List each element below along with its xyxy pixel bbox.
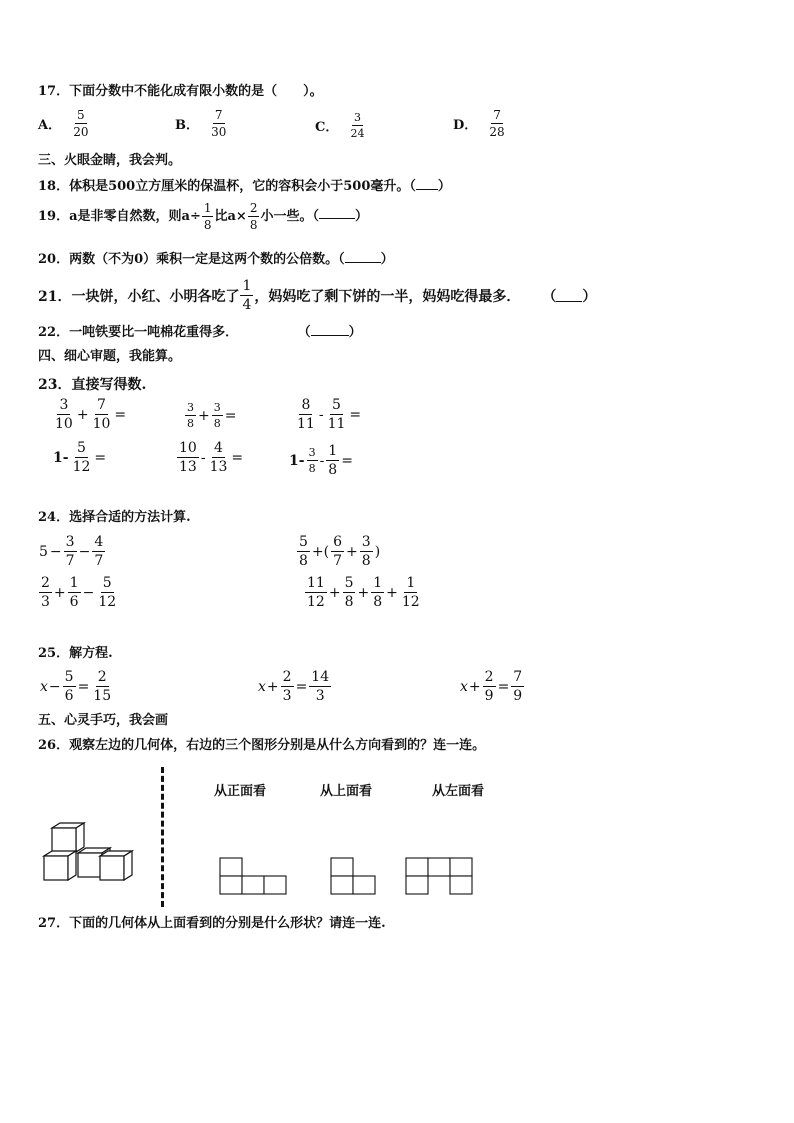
- q24-expr-3: $\frac{2}{3}$ + $\frac{1}{6}$ − $\frac{5}{12}$: [41, 575, 117, 610]
- option-label: C．: [315, 120, 339, 135]
- q23-expr-3: $\frac{8}{11}$ - $\frac{5}{11}$ =: [297, 397, 362, 432]
- q24-expr-4: $\frac{11}{12}$ + $\frac{5}{8}$ + $\frac{1}{8}$ + $\frac{1}{12}$: [307, 575, 420, 610]
- q20-text: 20．两数（不为0）乘积一定是这两个数的公倍数。（ ）: [38, 252, 394, 267]
- answer-blank[interactable]: [311, 323, 349, 336]
- view-label-top: 从上面看: [320, 784, 373, 799]
- section-5-heading: 五、心灵手巧，我会画: [38, 713, 169, 728]
- q17-option-c: C． $\frac{3}{24}$: [315, 111, 365, 140]
- answer-blank[interactable]: [416, 177, 438, 190]
- q26-text: 26．观察左边的几何体，右边的三个图形分别是从什么方向看到的？连一连。: [38, 738, 486, 753]
- section-4-heading: 四、细心审题，我能算。: [38, 349, 182, 364]
- q17-option-a: A． $\frac{5}{20}$: [38, 108, 89, 139]
- q22-text: 22．一吨铁要比一吨棉花重得多． （ ）: [38, 325, 362, 340]
- q23-expr-5: $\frac{10}{13}$ - $\frac{4}{13}$ =: [179, 440, 244, 475]
- q23-expr-1: $\frac{3}{10}$ + $\frac{7}{10}$ =: [55, 397, 127, 432]
- q23-expr-2: $\frac{3}{8}$ + $\frac{3}{8}$ =: [187, 401, 237, 430]
- q17-stem: 17．下面分数中不能化成有限小数的是（ ）。: [38, 84, 323, 99]
- q23-expr-6: 1- $\frac{3}{8}$ - $\frac{1}{8}$ =: [289, 443, 353, 478]
- q25-equation-3: x + $\frac{2}{9}$ = $\frac{7}{9}$: [460, 669, 523, 704]
- cube-solid-figure: [42, 822, 142, 882]
- view-label-left: 从左面看: [432, 784, 485, 799]
- q17-option-b: B． $\frac{7}{30}$: [175, 108, 227, 139]
- q24-expr-2: $\frac{5}{8}$ +( $\frac{6}{7}$ + $\frac{3}{8}$ ): [299, 534, 381, 569]
- view-grid-top: [330, 857, 378, 897]
- option-label: B．: [175, 118, 199, 133]
- q27-text: 27．下面的几何体从上面看到的分别是什么形状？请连一连.: [38, 916, 386, 931]
- view-grid-left: [405, 857, 475, 897]
- q24-title: 24．选择合适的方法计算.: [38, 510, 191, 525]
- q24-expr-1: 5 − $\frac{3}{7}$ − $\frac{4}{7}$: [39, 534, 104, 569]
- q23-title: 23．直接写得数.: [38, 377, 147, 393]
- section-3-heading: 三、火眼金睛，我会判。: [38, 153, 182, 168]
- option-label: A．: [38, 118, 62, 133]
- option-label: D．: [453, 118, 478, 133]
- q19-text: 19．a是非零自然数，则a÷ $\frac{1}{8}$ 比a× $\frac{2}{8}$ 小一些。（ ）: [38, 201, 368, 232]
- answer-blank[interactable]: [556, 289, 582, 302]
- q23-expr-4: 1- $\frac{5}{12}$ =: [53, 440, 107, 475]
- q25-equation-1: x − $\frac{5}{6}$ = $\frac{2}{15}$: [40, 669, 112, 704]
- q25-equation-2: x + $\frac{2}{3}$ = $\frac{14}{3}$: [258, 669, 330, 704]
- divider-dashed-line: [161, 767, 164, 907]
- answer-blank[interactable]: [345, 250, 381, 263]
- q17-option-d: D． $\frac{7}{28}$: [453, 108, 505, 139]
- q18-text: 18．体积是500立方厘米的保温杯，它的容积会小于500毫升。（ ）: [38, 179, 451, 194]
- answer-blank[interactable]: [319, 206, 355, 219]
- view-label-front: 从正面看: [214, 784, 267, 799]
- q21-text: 21．一块饼，小红、小明各吃了 $\frac{1}{4}$ ，妈妈吃了剩下饼的一半，妈妈吃得最多． （ ）: [38, 278, 597, 313]
- q25-title: 25．解方程.: [38, 646, 113, 661]
- view-grid-front: [219, 857, 289, 897]
